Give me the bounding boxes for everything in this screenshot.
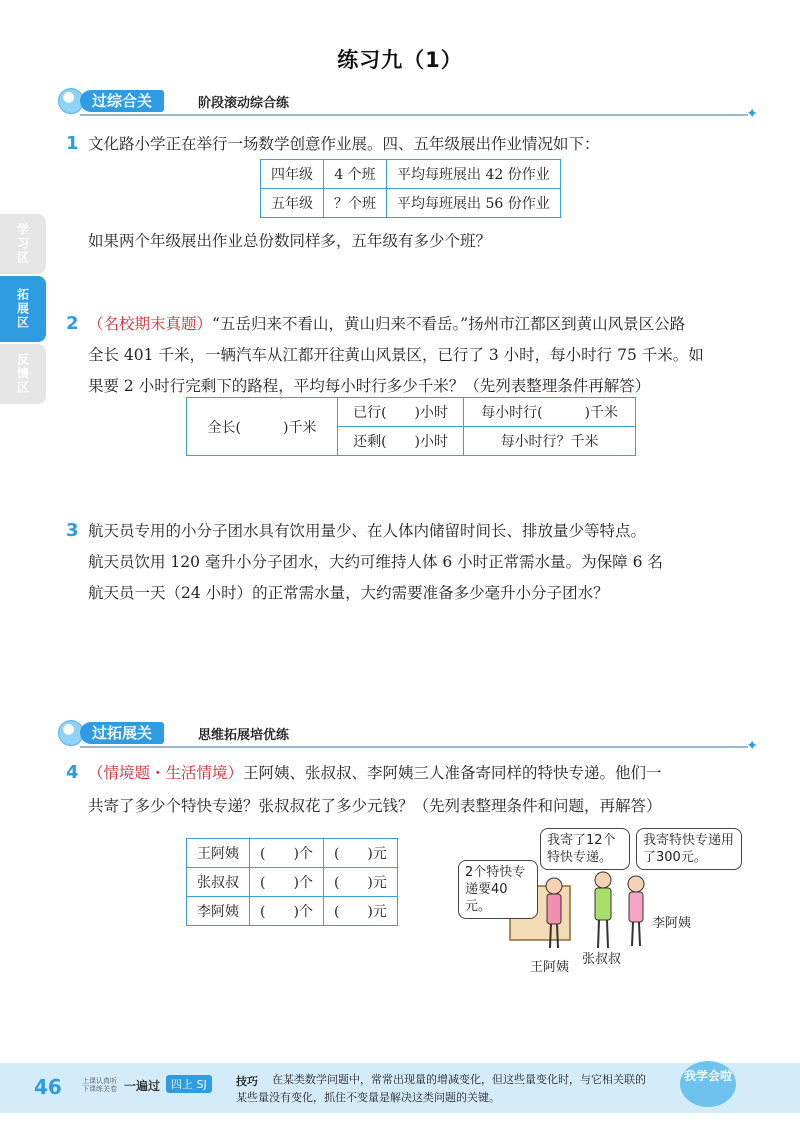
question-text: 文化路小学正在举行一场数学创意作业展。四、五年级展出作业情况如下： [88, 135, 600, 153]
table-cell: 每小时行( )千米 [464, 398, 636, 427]
table-cell: 王阿姨 [187, 839, 250, 868]
table-cell: 平均每班展出 56 份作业 [387, 189, 561, 218]
side-tab-feedback[interactable]: 反馈区 [0, 344, 46, 404]
mascot-icon: 我学会啦 [680, 1061, 736, 1107]
question-line: 航天员饮用 120 毫升小分子团水，大约可维持人体 6 小时正常需水量。为保障 6 名 [88, 553, 663, 571]
q4-illustration [458, 828, 748, 978]
question-number: 4 [66, 762, 79, 783]
page-number: 46 [34, 1075, 62, 1099]
page-title: 练习九（1） [337, 48, 463, 72]
section-subtitle: 阶段滚动综合练 [198, 96, 290, 111]
question-line: 航天员专用的小分子团水具有饮用量少、在人体内储留时间长、排放量少等特点。 [88, 522, 647, 540]
caption-li: 李阿姨 [652, 916, 692, 931]
question-1 [66, 128, 746, 160]
side-tab-extend[interactable]: 拓展区 [0, 276, 46, 342]
table-cell: 李阿姨 [187, 897, 250, 926]
question-line: 王阿姨、张叔叔、李阿姨三人准备寄同样的特快专递。他们一 [243, 764, 662, 782]
question-line: 航天员一天（24 小时）的正常需水量，大约需要准备多少毫升小分子团水？ [88, 584, 609, 602]
section-header-1 [58, 86, 758, 120]
side-tabs [0, 214, 46, 406]
table-row [187, 868, 398, 897]
question-line: 果要 2 小时行完剩下的路程，平均每小时行多少千米？（先列表整理条件再解答） [88, 377, 651, 395]
table-cell: ( )个 [250, 897, 324, 926]
question-line: 共寄了多少个特快专递？张叔叔花了多少元钱？（先列表整理条件和问题，再解答） [88, 797, 662, 815]
table-cell: 全长( )千米 [187, 398, 338, 456]
table-cell: 已行( )小时 [338, 398, 464, 427]
section-name: 过综合关 [80, 90, 164, 112]
question-line: 全长 401 千米，一辆汽车从江都开往黄山风景区，已行了 3 小时，每小时行 75 千米。如 [88, 346, 704, 364]
star-icon: ✦ [746, 106, 758, 122]
question-tag: （情境题・生活情境） [88, 764, 244, 782]
question-1-ask: 如果两个年级展出作业总份数同样多，五年级有多少个班？ [88, 232, 492, 250]
question-4 [66, 757, 746, 822]
table-cell: 每小时行？千米 [464, 427, 636, 456]
side-tab-study[interactable]: 学习区 [0, 214, 46, 274]
section-subtitle: 思维拓展培优练 [198, 728, 290, 743]
question-number: 3 [66, 520, 79, 541]
table-cell: ( )元 [323, 868, 397, 897]
question-number: 2 [66, 313, 79, 334]
table-row [187, 897, 398, 926]
footer [0, 1053, 800, 1123]
table-cell: 4 个班 [324, 160, 387, 189]
table-cell: 四年级 [261, 160, 324, 189]
caption-zhang: 张叔叔 [582, 952, 622, 967]
q1-table [260, 159, 561, 218]
grade-badge: 四上 SJ [166, 1075, 212, 1093]
table-cell: ( )个 [250, 868, 324, 897]
table-cell: 张叔叔 [187, 868, 250, 897]
table-row [261, 160, 561, 189]
table-row [187, 839, 398, 868]
table-cell: ( )个 [250, 839, 324, 868]
question-line: “五岳归来不看山，黄山归来不看岳。”扬州市江都区到黄山风景区公路 [212, 315, 686, 333]
table-cell: 平均每班展出 42 份作业 [387, 160, 561, 189]
question-number: 1 [66, 133, 79, 154]
table-cell: ( )元 [323, 897, 397, 926]
star-icon: ✦ [746, 738, 758, 754]
brand-slogan: 上课认真听 下课练关卷 [82, 1077, 117, 1093]
question-2 [66, 308, 746, 402]
q4-table [186, 838, 398, 926]
question-tag: （名校期末真题） [88, 315, 213, 333]
brand-name: 一遍过 [124, 1079, 161, 1093]
tip-label: 技巧 [236, 1075, 258, 1088]
speech-bubble: 2个特快专递要40元。 [458, 860, 538, 919]
table-row [261, 189, 561, 218]
table-cell: ( )元 [323, 839, 397, 868]
speech-bubble: 我寄特快专递用了300元。 [636, 828, 742, 870]
divider [80, 746, 748, 748]
table-row [187, 398, 636, 427]
table-cell: 五年级 [261, 189, 324, 218]
section-header-2 [58, 718, 758, 752]
tip-text: 在某类数学问题中，常常出现量的增减变化，但这些量变化时，与它相关联的某些量没有变化，抓住不变量是解决这类问题的关键。 [236, 1073, 646, 1104]
question-3 [66, 515, 746, 609]
divider [80, 114, 748, 116]
table-cell: 还剩( )小时 [338, 427, 464, 456]
table-cell: ？个班 [324, 189, 387, 218]
section-name: 过拓展关 [80, 722, 164, 744]
caption-wang: 王阿姨 [530, 960, 570, 975]
q2-table [186, 397, 636, 456]
speech-bubble: 我寄了12个特快专递。 [540, 828, 630, 870]
